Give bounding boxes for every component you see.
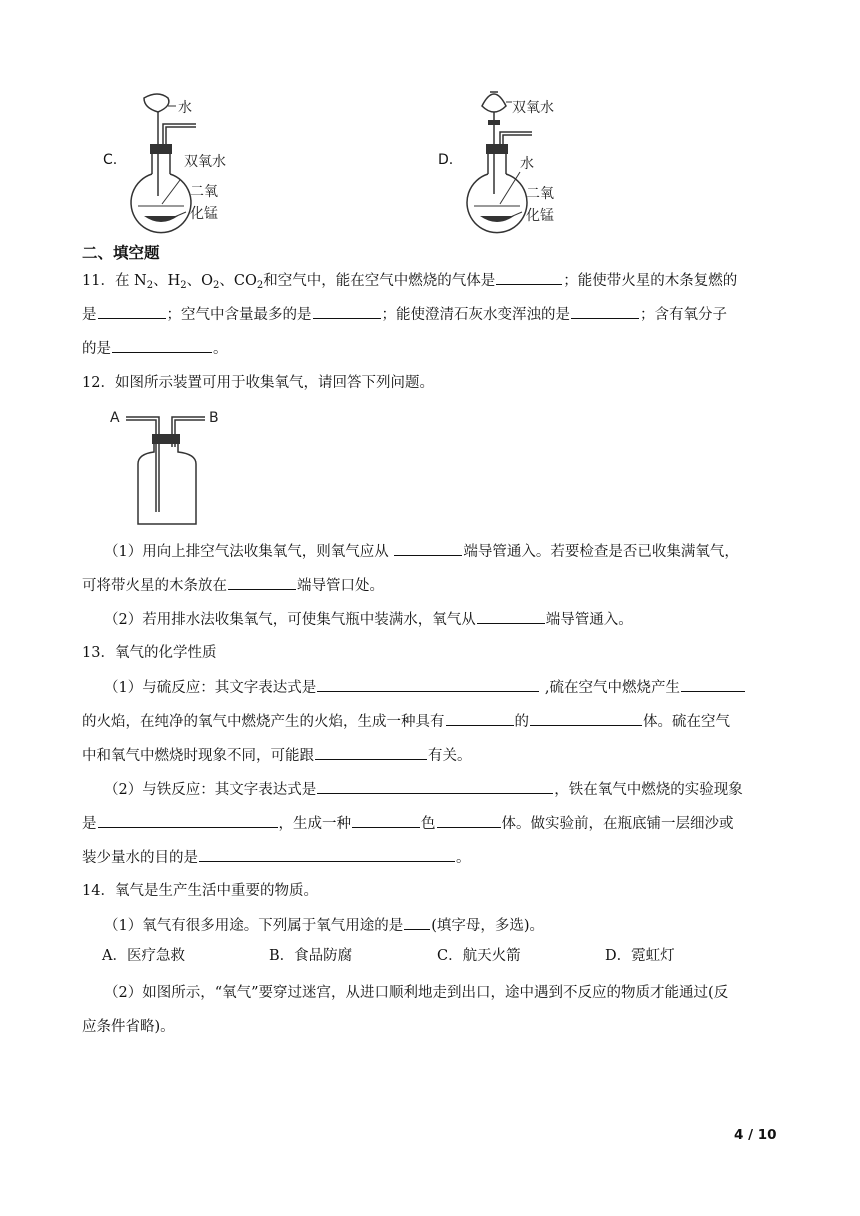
answer-blank[interactable] — [112, 338, 212, 353]
q14-text: （1）氧气有很多用途。下列属于氧气用途的是 — [104, 918, 404, 934]
q11-text: 、H — [153, 273, 181, 289]
answer-blank[interactable] — [98, 304, 166, 319]
q11-line-2 — [82, 304, 727, 325]
q12-stem: 12．如图所示装置可用于收集氧气，请回答下列问题。 — [82, 375, 434, 391]
option-b[interactable]: B．食品防腐 — [269, 948, 353, 964]
q14-text: (填字母，多选)。 — [431, 918, 545, 934]
q11-line-1 — [82, 270, 737, 291]
q13-text: ,硫在空气中燃烧产生 — [540, 680, 680, 696]
q11-text: ；能使带火星的木条复燃的 — [563, 273, 738, 289]
subscript: 2 — [146, 280, 154, 291]
subscript: 2 — [256, 280, 264, 291]
q12-text: 可将带火星的木条放在 — [82, 578, 227, 594]
answer-blank[interactable] — [530, 711, 642, 726]
apparatus-option-d — [436, 88, 606, 238]
q11-line-3 — [82, 338, 228, 359]
q13-text: 体。做实验前，在瓶底铺一层细沙或 — [501, 816, 734, 832]
label-c-mno2-1: 二氧 — [190, 184, 218, 200]
q12-text: （1）用向上排空气法收集氧气，则氧气应从 — [104, 544, 394, 560]
answer-blank[interactable] — [199, 847, 455, 862]
flask-c-drawing — [100, 88, 270, 238]
answer-blank[interactable] — [313, 304, 381, 319]
answer-blank[interactable] — [404, 915, 430, 930]
q13-text: 体。硫在空气 — [643, 714, 730, 730]
q11-text: ；空气中含量最多的是 — [166, 307, 312, 323]
q12-part1-line2 — [82, 575, 384, 596]
q13-stem: 13．氧气的化学性质 — [82, 645, 217, 661]
q11-text: 是 — [82, 307, 97, 323]
q13-text: ，铁在氧气中燃烧的实验现象 — [554, 782, 743, 798]
label-a: A — [110, 410, 120, 426]
q13-text: （2）与铁反应：其文字表达式是 — [104, 782, 317, 798]
q11-text: ；能使澄清石灰水变浑浊的是 — [381, 307, 570, 323]
q13-text: 色 — [421, 816, 436, 832]
label-d-h2o2: 双氧水 — [512, 100, 554, 116]
q14-part2-line2: 应条件省略)。 — [82, 1019, 175, 1035]
q13-text: ，生成一种 — [278, 816, 351, 832]
q11-text: 和空气中，能在空气中燃烧的气体是 — [263, 273, 496, 289]
q11-text: 11．在 N — [82, 273, 147, 289]
section-heading: 二、填空题 — [82, 244, 160, 262]
q13-line-6 — [82, 847, 471, 868]
q13-text: 是 — [82, 816, 97, 832]
q12-part2 — [104, 609, 633, 630]
label-d-mno2-1: 二氧 — [526, 186, 554, 202]
answer-blank[interactable] — [681, 677, 745, 692]
q12-text: 端导管通入。若要检查是否已收集满氧气， — [463, 544, 739, 560]
label-c-h2o2: 双氧水 — [184, 154, 226, 170]
answer-blank[interactable] — [437, 813, 501, 828]
answer-blank[interactable] — [446, 711, 514, 726]
q13-text: 装少量水的目的是 — [82, 850, 198, 866]
answer-blank[interactable] — [317, 779, 553, 794]
q13-text: 。 — [456, 850, 471, 866]
q13-line-3 — [82, 745, 472, 766]
q13-text: 的火焰，在纯净的氧气中燃烧产生的火焰，生成一种具有 — [82, 714, 445, 730]
q11-text: ；含有氧分子 — [640, 307, 727, 323]
answer-blank[interactable] — [496, 270, 562, 285]
apparatus-option-c — [100, 88, 270, 238]
q12-text: 端导管口处。 — [297, 578, 384, 594]
answer-blank[interactable] — [317, 677, 539, 692]
option-d[interactable]: D．霓虹灯 — [605, 948, 675, 964]
answer-blank[interactable] — [228, 575, 296, 590]
q12-text: （2）若用排水法收集氧气，可使集气瓶中装满水，氧气从 — [104, 612, 476, 628]
gas-bottle-figure — [108, 402, 228, 530]
q14-stem: 14．氧气是生产生活中重要的物质。 — [82, 883, 318, 899]
page-number: 4 / 10 — [734, 1127, 777, 1143]
answer-blank[interactable] — [98, 813, 278, 828]
gas-bottle-drawing — [108, 402, 228, 530]
q11-text: 、O — [186, 273, 214, 289]
answer-blank[interactable] — [477, 609, 545, 624]
q12-part1-line1 — [104, 541, 739, 562]
label-d-mno2-2: 化锰 — [526, 208, 554, 224]
q11-text: 。 — [213, 341, 228, 357]
q13-text: 有关。 — [428, 748, 472, 764]
answer-blank[interactable] — [571, 304, 639, 319]
label-b: B — [209, 410, 219, 426]
q13-text: 的 — [514, 714, 529, 730]
q14-part2-line1: （2）如图所示，“氧气”要穿过迷宫，从进口顺利地走到出口，途中遇到不反应的物质才能通过(反 — [104, 985, 729, 1001]
subscript: 2 — [213, 280, 220, 291]
label-c-water: 水 — [178, 100, 192, 116]
option-c[interactable]: C．航天火箭 — [437, 948, 521, 964]
option-c-letter: C. — [103, 152, 118, 168]
q13-text: 中和氧气中燃烧时现象不同，可能跟 — [82, 748, 314, 764]
option-d-letter: D. — [438, 152, 454, 168]
q13-line-5 — [82, 813, 734, 834]
q12-text: 端导管通入。 — [545, 612, 633, 628]
option-a[interactable]: A．医疗急救 — [102, 948, 185, 964]
answer-blank[interactable] — [315, 745, 427, 760]
q13-line-4 — [104, 779, 743, 800]
answer-blank[interactable] — [352, 813, 420, 828]
label-d-water: 水 — [520, 156, 534, 172]
q13-line-1 — [104, 677, 746, 698]
flask-d-drawing — [436, 88, 606, 238]
q13-line-2 — [82, 711, 730, 732]
q14-part1 — [104, 915, 544, 936]
q11-text: 的是 — [82, 341, 111, 357]
q13-text: （1）与硫反应：其文字表达式是 — [104, 680, 317, 696]
subscript: 2 — [180, 280, 187, 291]
label-c-mno2-2: 化锰 — [190, 206, 218, 222]
q11-text: 、CO — [219, 273, 257, 289]
answer-blank[interactable] — [394, 541, 462, 556]
